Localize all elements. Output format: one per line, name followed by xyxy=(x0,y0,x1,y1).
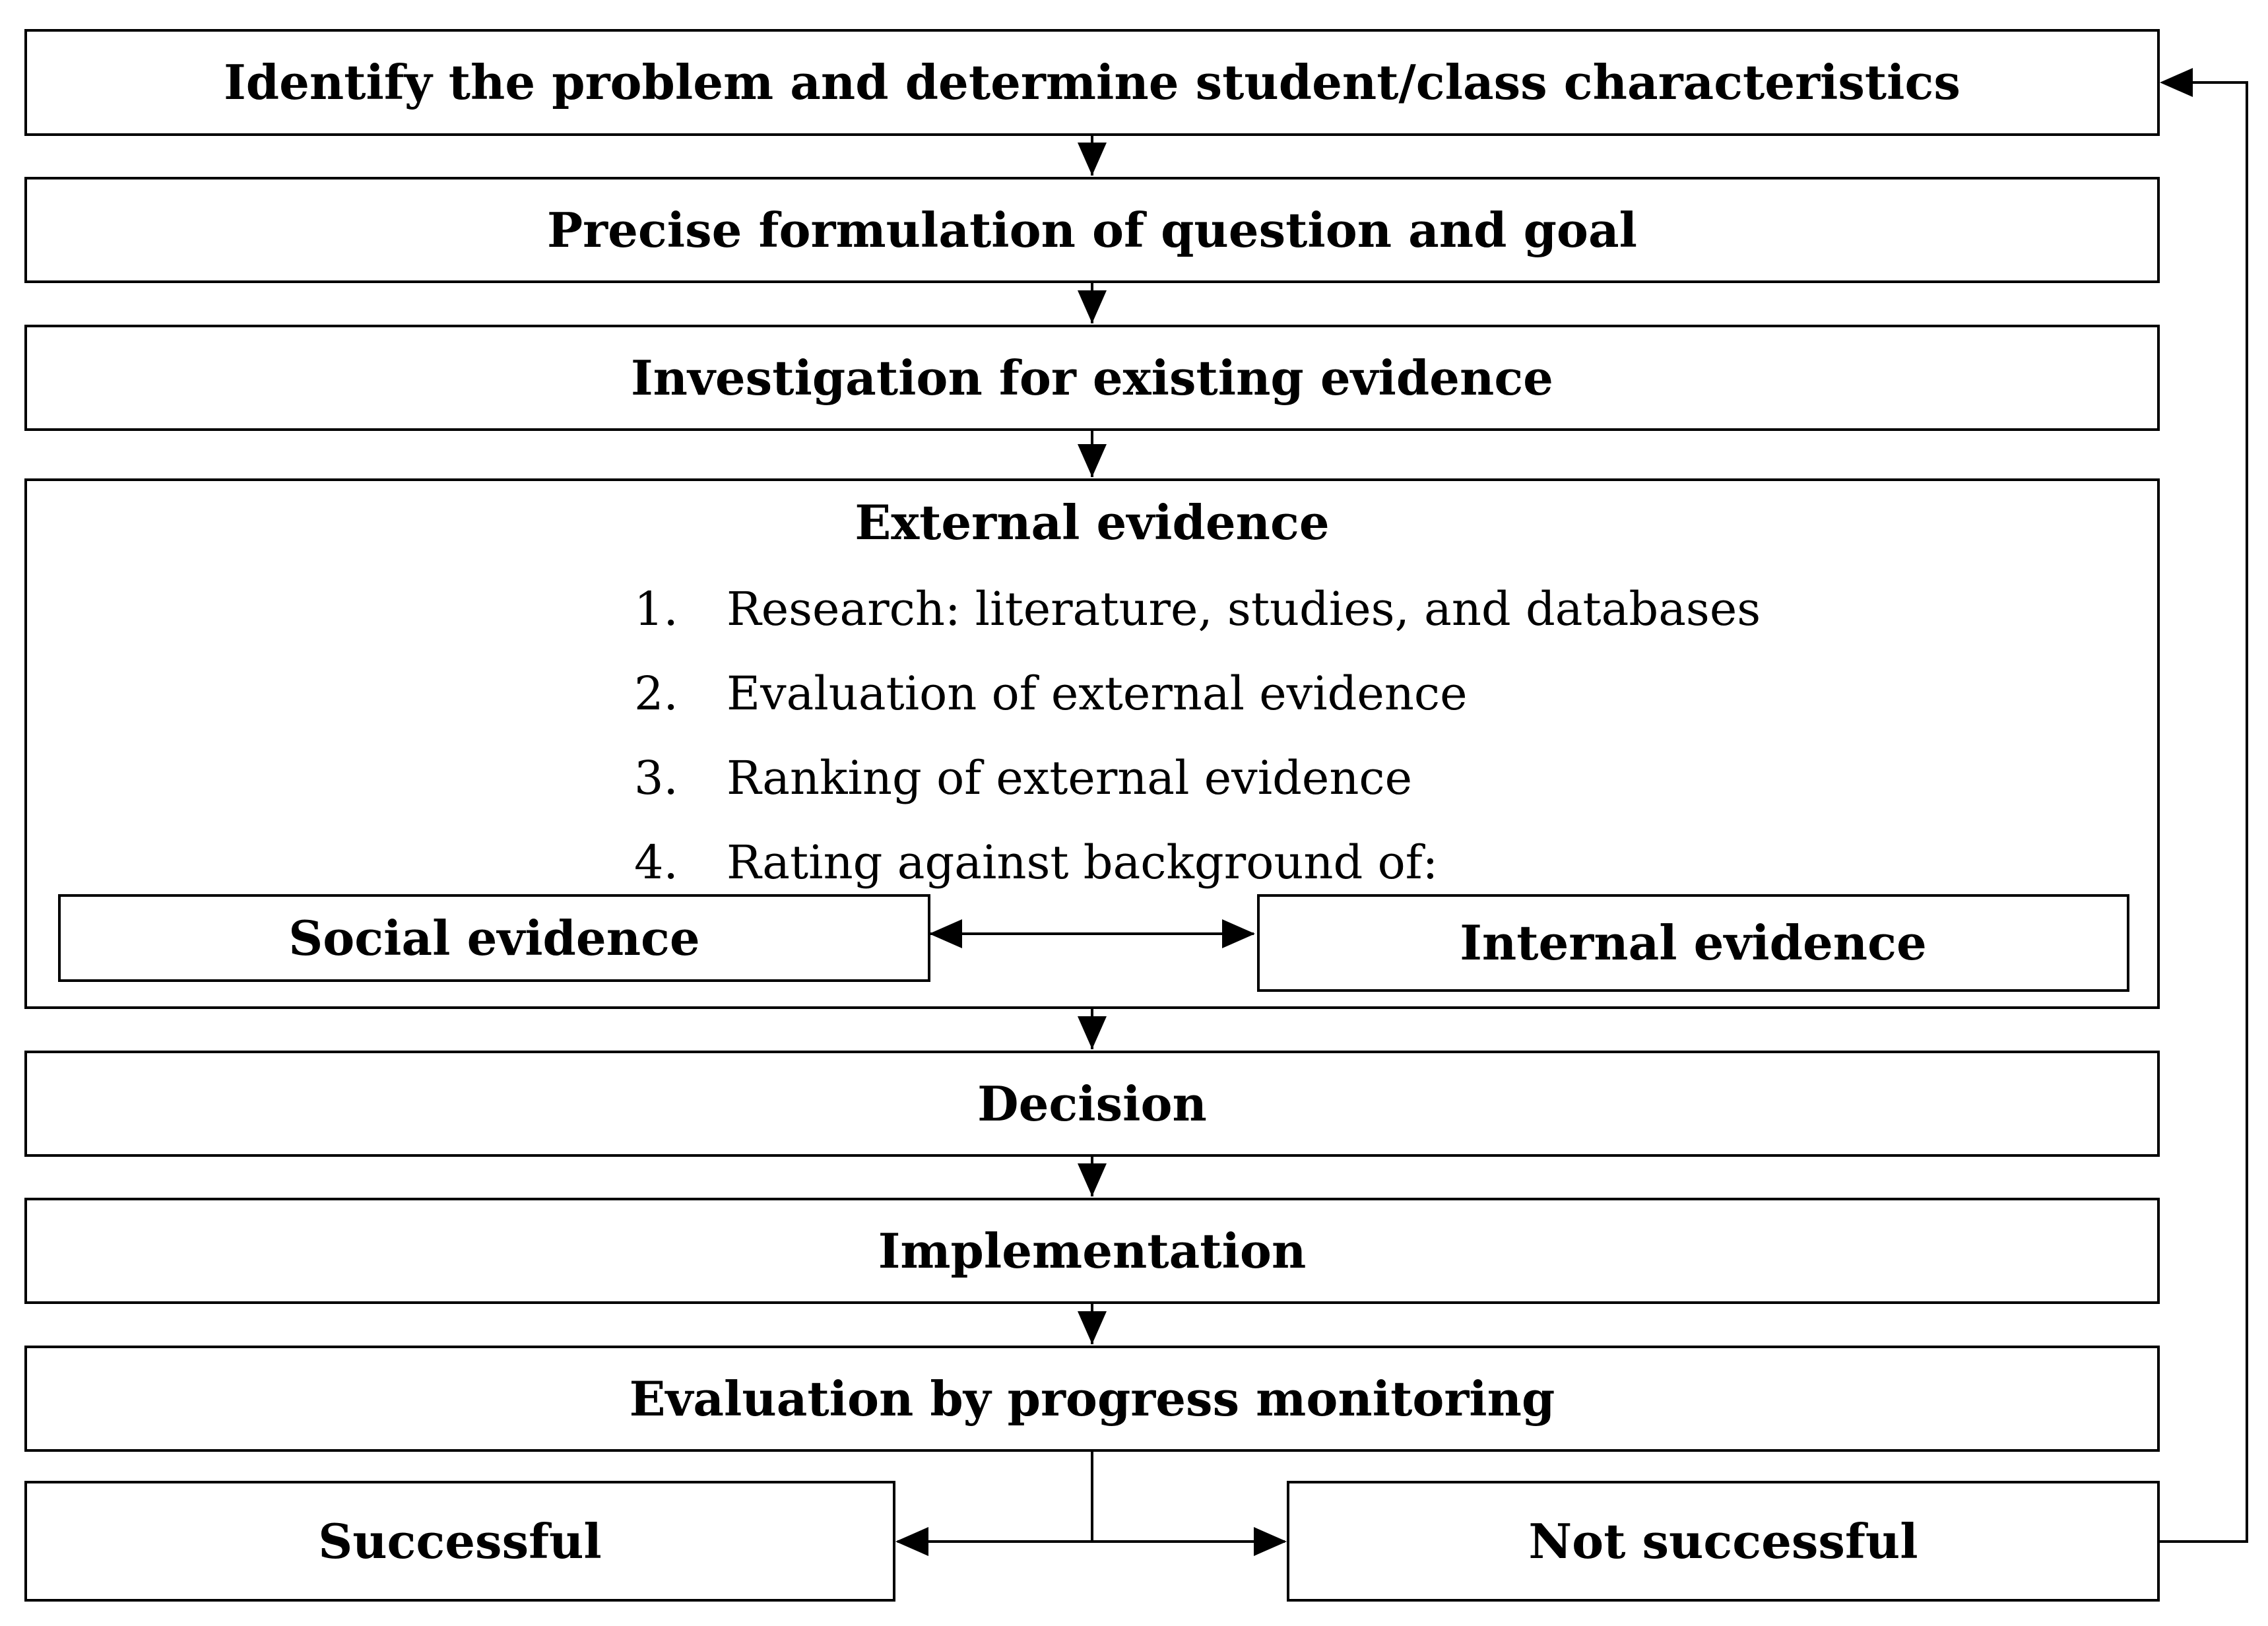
arrowhead-down xyxy=(1078,143,1107,176)
arrowhead-left xyxy=(2160,68,2193,97)
step-decision-label: Decision xyxy=(977,1075,1207,1132)
arrowhead-down xyxy=(1078,1163,1107,1196)
arrowhead-right xyxy=(1222,919,1255,948)
list-item-number: 4. xyxy=(634,835,678,890)
list-item-text: Evaluation of external evidence xyxy=(727,667,1468,721)
outcome-successful-label: Successful xyxy=(318,1512,602,1569)
step-formulate-question-label: Precise formulation of question and goal xyxy=(547,201,1637,258)
arrowhead-down xyxy=(1078,1311,1107,1344)
arrowhead-down xyxy=(1078,1016,1107,1049)
arrowhead-left xyxy=(895,1527,928,1556)
list-item-text: Ranking of external evidence xyxy=(727,751,1413,805)
step-investigate-evidence-label: Investigation for existing evidence xyxy=(631,349,1553,406)
outcome-not-successful-label: Not successful xyxy=(1528,1512,1918,1569)
social-evidence-label: Social evidence xyxy=(288,909,700,966)
list-item-text: Rating against background of: xyxy=(727,835,1439,890)
list-item-number: 2. xyxy=(634,667,678,721)
list-item-number: 3. xyxy=(634,751,678,805)
arrowhead-down xyxy=(1078,444,1107,477)
list-item-number: 1. xyxy=(634,582,678,636)
step-identify-problem-label: Identify the problem and determine student/class characteristics xyxy=(224,54,1960,110)
step-evaluation-label: Evaluation by progress monitoring xyxy=(629,1370,1555,1427)
step-implementation-label: Implementation xyxy=(878,1222,1307,1279)
feedback-loop-line xyxy=(2160,82,2247,1542)
internal-evidence-label: Internal evidence xyxy=(1460,915,1927,971)
arrowhead-left xyxy=(929,919,962,948)
list-item-text: Research: literature, studies, and databases xyxy=(727,582,1761,636)
external-evidence-title: External evidence xyxy=(855,494,1330,550)
arrowhead-down xyxy=(1078,290,1107,323)
arrowhead-right xyxy=(1254,1527,1287,1556)
